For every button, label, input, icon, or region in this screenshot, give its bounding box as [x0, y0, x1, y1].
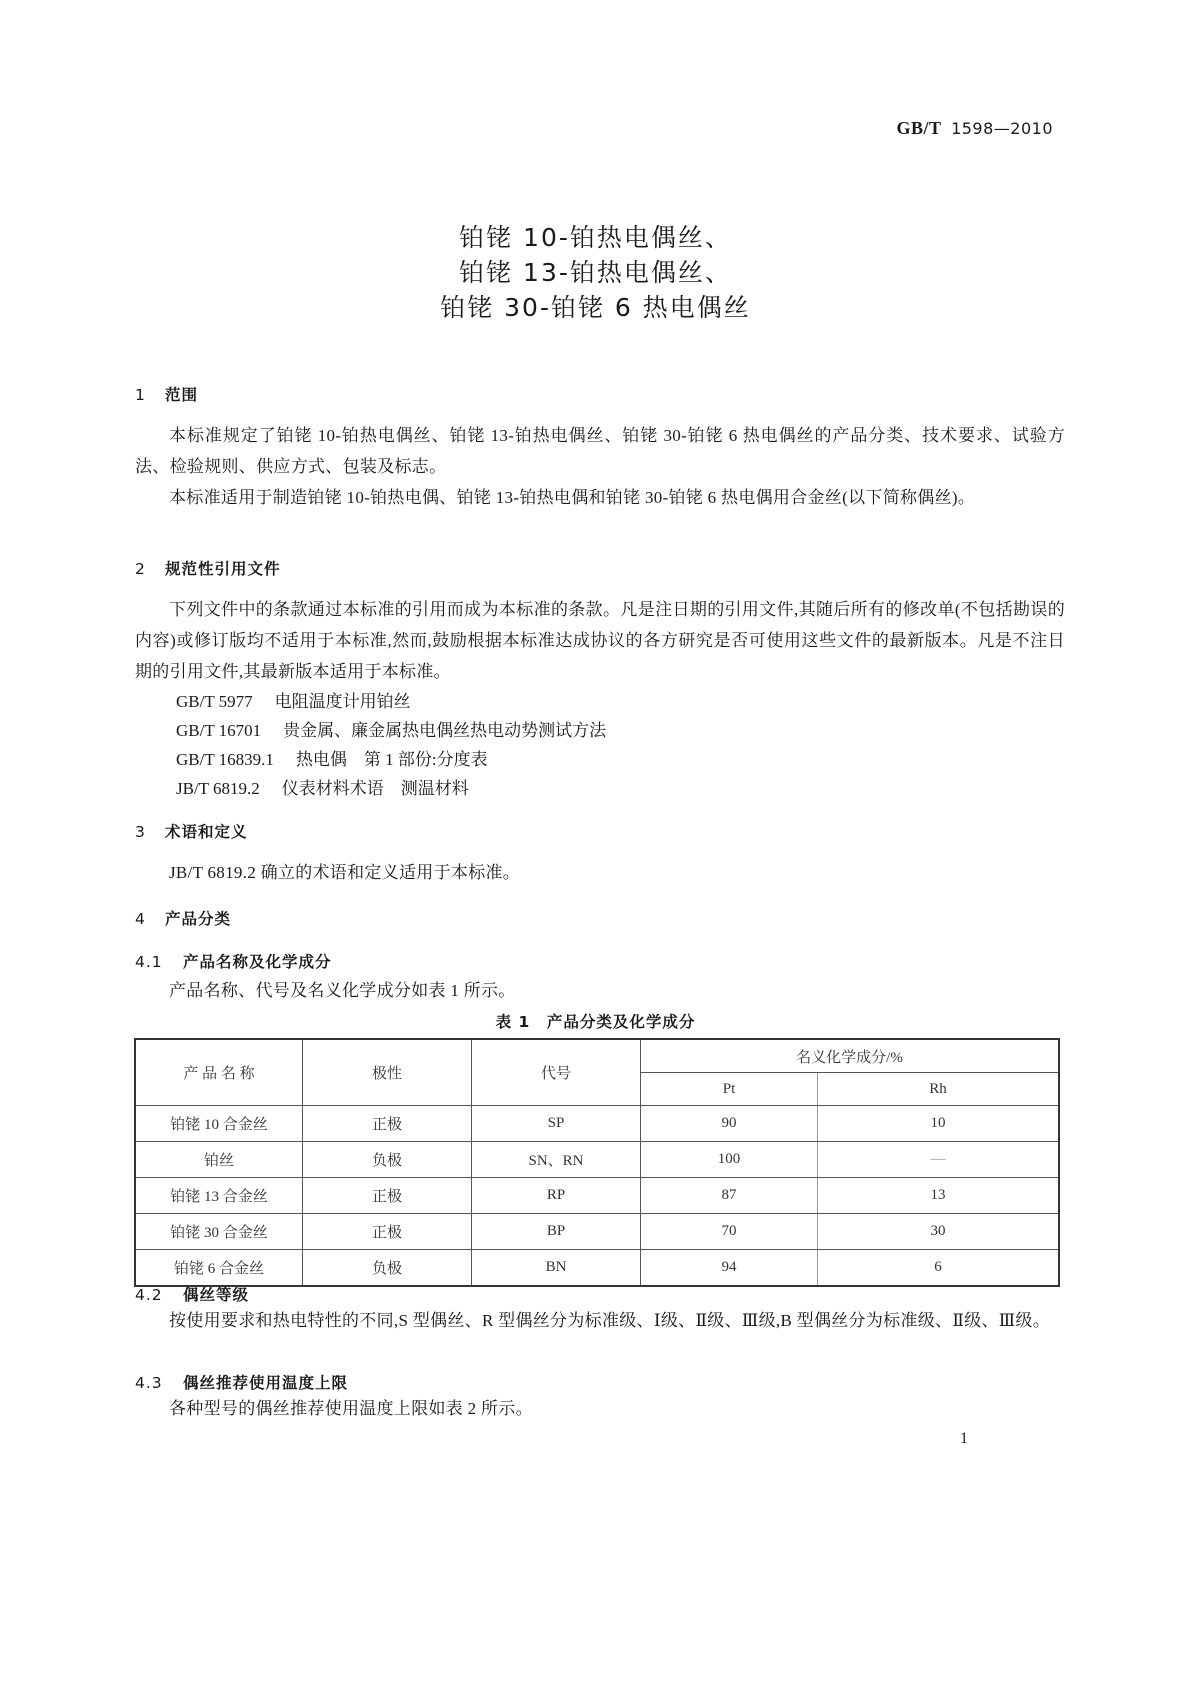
- subsection-heading-4-1: 4.1 产品名称及化学成分: [135, 953, 332, 971]
- subsection-heading-4-3: 4.3 偶丝推荐使用温度上限: [135, 1374, 349, 1392]
- table-row: 铂丝 负极 SN、RN 100 —: [135, 1142, 1059, 1178]
- table-row: 铂铑 13 合金丝 正极 RP 87 13: [135, 1178, 1059, 1214]
- title-line: 铂铑 10-铂热电偶丝、: [459, 223, 732, 252]
- col-header-composition: 名义化学成分/%: [641, 1039, 1060, 1073]
- standard-code: 1598—2010: [951, 119, 1053, 138]
- title-line: 铂铑 13-铂热电偶丝、: [459, 258, 732, 287]
- subsection-4-2-paragraph: 按使用要求和热电特性的不同,S 型偶丝、R 型偶丝分为标准级、Ⅰ级、Ⅱ级、Ⅲ级,B 型偶丝分为标准级、Ⅱ级、Ⅲ级。: [169, 1311, 1051, 1330]
- section-1-paragraph-1: 本标准规定了铂铑 10-铂热电偶丝、铂铑 13-铂热电偶丝、铂铑 30-铂铑 6 热电偶丝的产品分类、技术要求、试验方法、检验规则、供应方式、包装及标志。: [135, 426, 1065, 476]
- col-header-name: 产 品 名 称: [135, 1039, 303, 1106]
- page-number: 1: [960, 1430, 968, 1447]
- section-1-paragraph-2: 本标准适用于制造铂铑 10-铂热电偶、铂铑 13-铂热电偶和铂铑 30-铂铑 6 热电偶用合金丝(以下简称偶丝)。: [169, 488, 976, 507]
- standard-number: [897, 118, 1053, 139]
- subsection-4-1-paragraph: 产品名称、代号及名义化学成分如表 1 所示。: [169, 981, 516, 1000]
- table-row: 铂铑 10 合金丝 正极 SP 90 10: [135, 1106, 1059, 1142]
- section-2-paragraph: 下列文件中的条款通过本标准的引用而成为本标准的条款。凡是注日期的引用文件,其随后所有的修改单(不包括勘误的内容)或修订版均不适用于本标准,然而,鼓励根据本标准达成协议的各方研究是否可使用这些文件的最新版本。凡是不注日期的引用文件,其最新版本适用于本标准。: [135, 600, 1065, 681]
- section-heading-3: 3 术语和定义: [135, 823, 248, 841]
- subsection-heading-4-2: 4.2 偶丝等级: [135, 1286, 250, 1304]
- subsection-4-3-paragraph: 各种型号的偶丝推荐使用温度上限如表 2 所示。: [169, 1399, 533, 1418]
- col-header-polarity: 极性: [303, 1039, 472, 1106]
- table-row: 铂铑 6 合金丝 负极 BN 94 6: [135, 1250, 1059, 1287]
- col-header-rh: Rh: [818, 1073, 1060, 1106]
- col-header-code: 代号: [472, 1039, 641, 1106]
- table-row: 铂铑 30 合金丝 正极 BP 70 30: [135, 1214, 1059, 1250]
- reference-item: GB/T 16701 贵金属、廉金属热电偶丝热电动势测试方法: [176, 721, 607, 740]
- section-3-paragraph: JB/T 6819.2 确立的术语和定义适用于本标准。: [169, 863, 521, 882]
- reference-item: GB/T 5977 电阻温度计用铂丝: [176, 692, 411, 711]
- reference-item: GB/T 16839.1 热电偶 第 1 部份:分度表: [176, 750, 488, 769]
- section-heading-4: 4 产品分类: [135, 910, 232, 928]
- title-line: 铂铑 30-铂铑 6 热电偶丝: [440, 293, 751, 322]
- section-heading-2: 2 规范性引用文件: [135, 560, 281, 578]
- section-heading-1: 1 范围: [135, 386, 199, 404]
- document-title: [0, 220, 1191, 325]
- standard-prefix: GB/T: [896, 118, 942, 138]
- table-1-caption: 表 1 产品分类及化学成分: [495, 1013, 696, 1031]
- table-1: [134, 1038, 1060, 1287]
- reference-item: JB/T 6819.2 仪表材料术语 测温材料: [176, 779, 469, 798]
- col-header-pt: Pt: [641, 1073, 818, 1106]
